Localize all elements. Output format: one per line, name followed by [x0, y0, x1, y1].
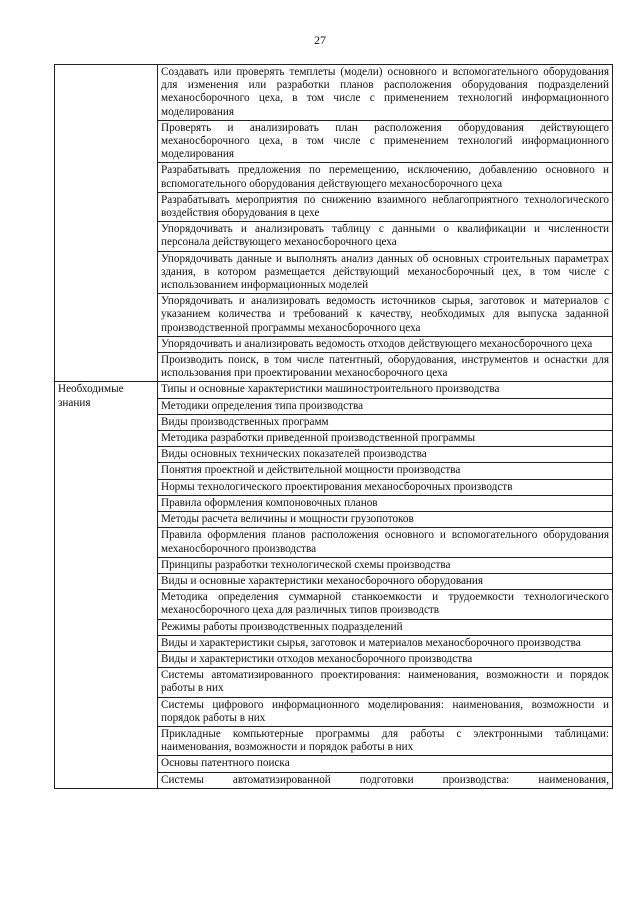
- skill-item: Разрабатывать предложения по перемещению, исключению, добавлению основного и вспомогательного оборудования действующего механосборочного цеха: [158, 163, 613, 192]
- knowledge-item: Режимы работы производственных подразделений: [158, 619, 613, 635]
- knowledge-item: Нормы технологического проектирования механосборочных производств: [158, 479, 613, 495]
- skill-item: Проверять и анализировать план расположения оборудования действующего механосборочного цеха, в том числе с применением технологий информационного моделирования: [158, 120, 613, 163]
- knowledge-item: Прикладные компьютерные программы для работы с электронными таблицами: наименования, возможности и порядок работы в них: [158, 726, 613, 755]
- knowledge-item: Основы патентного поиска: [158, 756, 613, 772]
- knowledge-item: Виды основных технических показателей производства: [158, 447, 613, 463]
- knowledge-item: Типы и основные характеристики машиностроительного производства: [158, 382, 613, 398]
- knowledge-item: Правила оформления планов расположения основного и вспомогательного оборудования механосборочного производства: [158, 528, 613, 557]
- knowledge-item: Принципы разработки технологической схемы производства: [158, 557, 613, 573]
- knowledge-item: Виды и характеристики сырья, заготовок и материалов механосборочного производства: [158, 635, 613, 651]
- knowledge-item: Понятия проектной и действительной мощности производства: [158, 463, 613, 479]
- skill-item: Разрабатывать мероприятия по снижению взаимного неблагоприятного технологического воздействия оборудования в цехе: [158, 192, 613, 221]
- knowledge-item: Системы цифрового информационного моделирования: наименования, возможности и порядок работы в них: [158, 697, 613, 726]
- skill-item: Производить поиск, в том числе патентный, оборудования, инструментов и оснастки для использования при проектировании механосборочного цеха: [158, 353, 613, 382]
- skill-item: Упорядочивать и анализировать ведомость отходов действующего механосборочного цеха: [158, 336, 613, 352]
- skill-item: Упорядочивать и анализировать ведомость источников сырья, заготовок и материалов с указанием количества и требований к качеству, необходимых для выпуска заданной производственной программы механосборочного цеха: [158, 294, 613, 337]
- skill-item: Создавать или проверять темплеты (модели) основного и вспомогательного оборудования для изменения или разработки планов расположения оборудования подразделений механосборочного цеха, в том числе с применением технологий информационного моделирования: [158, 65, 613, 121]
- knowledge-item: Методика разработки приведенной производственной программы: [158, 431, 613, 447]
- knowledge-item: Методы расчета величины и мощности грузопотоков: [158, 512, 613, 528]
- knowledge-item: Виды производственных программ: [158, 414, 613, 430]
- knowledge-item: Методики определения типа производства: [158, 398, 613, 414]
- skill-item: Упорядочивать данные и выполнять анализ данных об основных строительных параметрах здания, в котором размещается действующий механосборочный цех, в том числе с использованием информационных моделей: [158, 251, 613, 294]
- knowledge-item: Виды и основные характеристики механосборочного оборудования: [158, 573, 613, 589]
- skill-item: Упорядочивать и анализировать таблицу с данными о квалификации и численности персонала действующего механосборочного цеха: [158, 222, 613, 251]
- knowledge-item: Методика определения суммарной станкоемкости и трудоемкости технологического механосборочного цеха для различных типов производств: [158, 590, 613, 619]
- knowledge-item: Правила оформления компоновочных планов: [158, 495, 613, 511]
- table-row: [55, 65, 613, 121]
- table-row: [55, 382, 613, 398]
- section-label-knowledge: Необходимые знания: [55, 382, 158, 788]
- page-number: 27: [314, 33, 326, 47]
- knowledge-item: Системы автоматизированной подготовки производства: наименования,: [158, 772, 613, 788]
- knowledge-item: Виды и характеристики отходов механосборочного производства: [158, 651, 613, 667]
- knowledge-item: Системы автоматизированного проектирования: наименования, возможности и порядок работы в них: [158, 668, 613, 697]
- competency-table: [54, 64, 613, 789]
- section-label-cell: [55, 65, 158, 382]
